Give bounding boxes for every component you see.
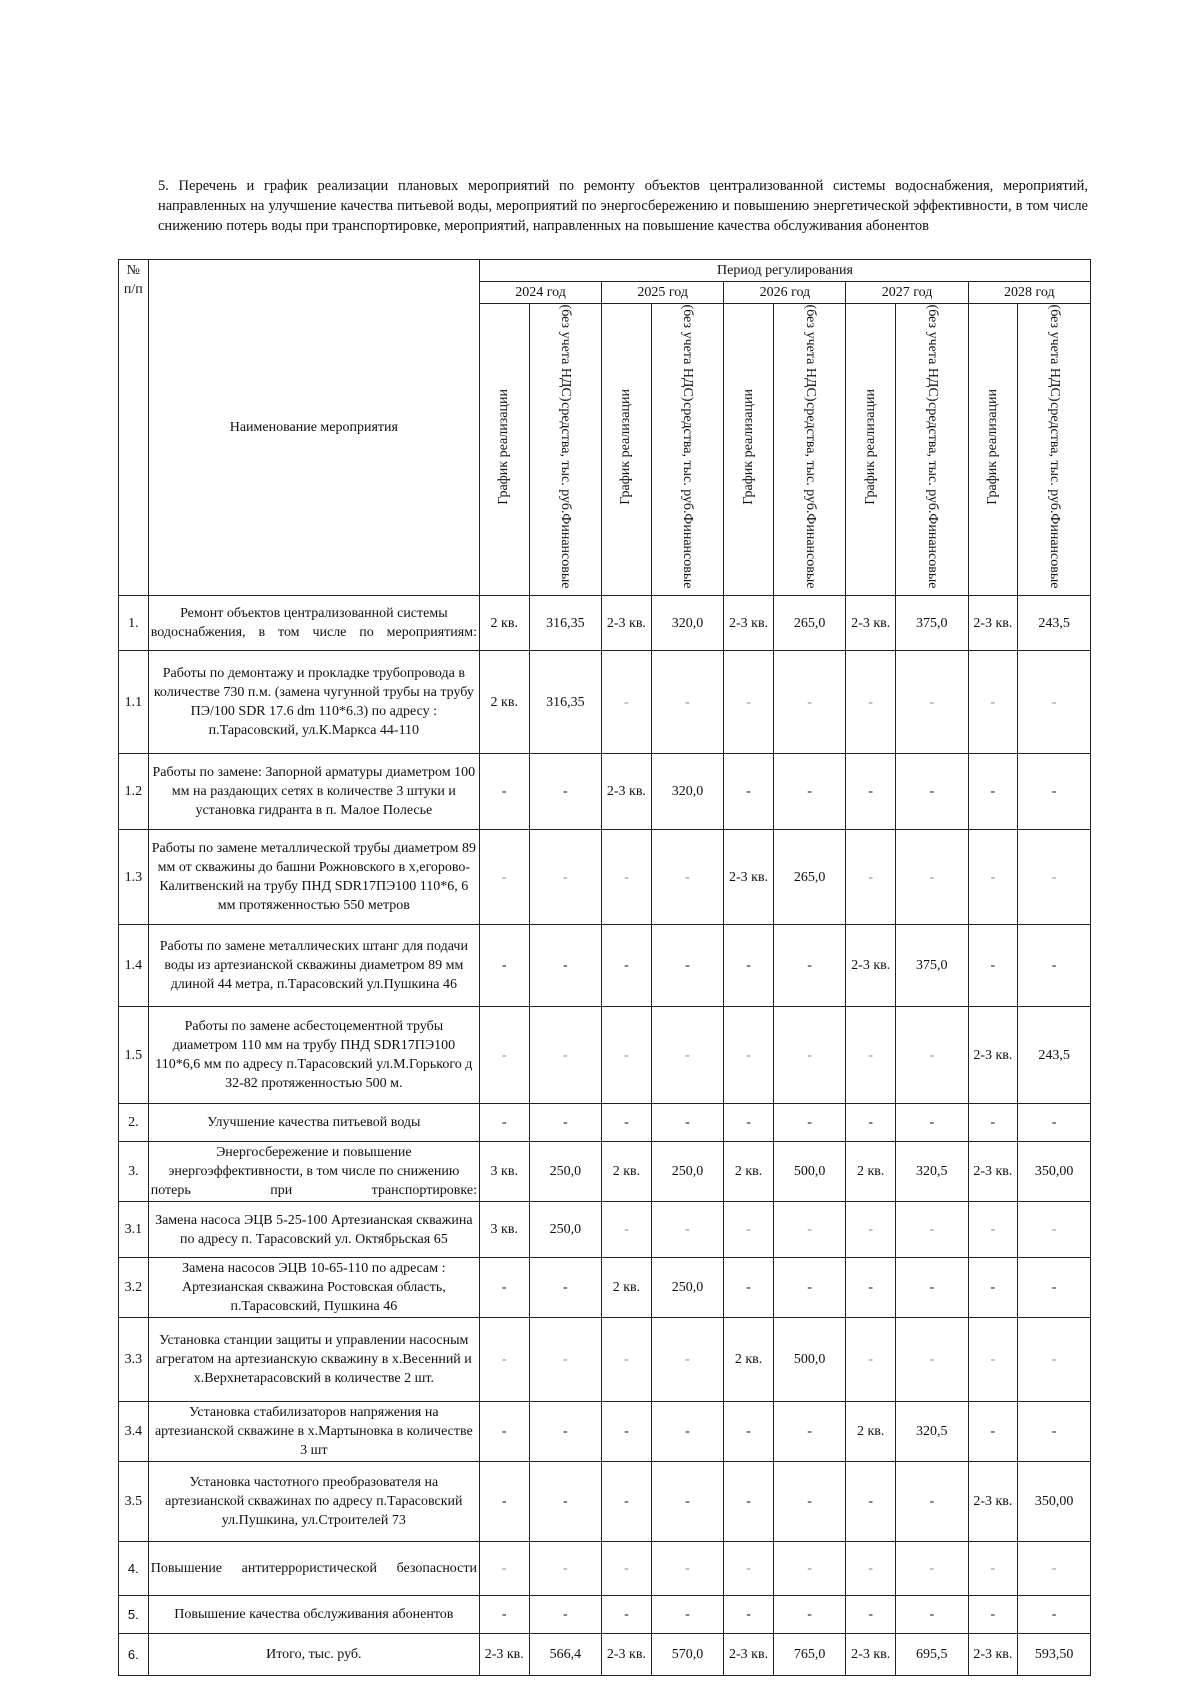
cell-schedule: 2 кв. [724, 1142, 774, 1202]
cell-finance: 375,0 [895, 596, 968, 651]
row-measure-name: Работы по демонтажу и прокладке трубопровода в количестве 730 п.м. (замена чугунной трубы на трубу ПЭ/100 SDR 17.6 dm 110*6.3) по адресу : п.Тарасовский, ул.К.Маркса 44-110 [148, 651, 479, 754]
cell-finance: - [1018, 1202, 1091, 1258]
cell-schedule: - [846, 1542, 896, 1596]
cell-schedule: - [846, 1318, 896, 1402]
cell-finance: - [895, 1542, 968, 1596]
cell-finance: 243,5 [1018, 1007, 1091, 1104]
cell-schedule: - [479, 754, 529, 830]
cell-schedule: - [724, 1104, 774, 1142]
cell-finance: - [895, 1202, 968, 1258]
cell-finance: 250,0 [529, 1202, 602, 1258]
row-number: 3.1 [119, 1202, 149, 1258]
cell-finance: - [529, 1596, 602, 1634]
cell-schedule: - [968, 754, 1018, 830]
cell-schedule: 2-3 кв. [846, 925, 896, 1007]
cell-finance: 250,0 [651, 1142, 724, 1202]
cell-finance: - [529, 830, 602, 925]
cell-finance: - [895, 1007, 968, 1104]
row-number: 6. [119, 1634, 149, 1676]
cell-schedule: - [479, 1462, 529, 1542]
cell-schedule: - [968, 1258, 1018, 1318]
table-row [119, 1104, 1091, 1142]
row-number: 3.5 [119, 1462, 149, 1542]
row-measure-name: Энергосбережение и повышение энергоэффективности, в том числе по снижению потерь при транспортировке: [148, 1142, 479, 1202]
cell-finance: - [1018, 1542, 1091, 1596]
cell-finance: - [651, 1318, 724, 1402]
cell-schedule: 2 кв. [724, 1318, 774, 1402]
cell-schedule: 2 кв. [846, 1142, 896, 1202]
subheader-schedule: График реализации [602, 304, 652, 596]
subheader-schedule: График реализации [479, 304, 529, 596]
year-header: 2028 год [968, 282, 1090, 304]
cell-schedule: 2-3 кв. [846, 1634, 896, 1676]
cell-finance: 500,0 [773, 1142, 846, 1202]
cell-finance: - [529, 1007, 602, 1104]
cell-finance: 320,5 [895, 1402, 968, 1462]
cell-schedule: - [968, 830, 1018, 925]
table-row [119, 596, 1091, 651]
cell-finance: 243,5 [1018, 596, 1091, 651]
cell-finance: - [895, 1318, 968, 1402]
row-measure-name: Работы по замене асбестоцементной трубы диаметром 110 мм на трубу ПНД SDR17ПЭ100 110*6,6 мм по адресу п.Тарасовский ул.М.Горького д 32-82 протяженностью 500 м. [148, 1007, 479, 1104]
cell-schedule: 2-3 кв. [968, 1007, 1018, 1104]
cell-finance: 320,0 [651, 596, 724, 651]
cell-finance: 350,00 [1018, 1142, 1091, 1202]
table-row [119, 754, 1091, 830]
row-measure-name: Установка частотного преобразователя на артезианской скважинах по адресу п.Тарасовский ул.Пушкина, ул.Строителей 73 [148, 1462, 479, 1542]
cell-schedule: - [479, 1318, 529, 1402]
cell-schedule: - [602, 1007, 652, 1104]
measures-table [118, 259, 1091, 1676]
col-header-name: Наименование мероприятия [148, 260, 479, 596]
cell-schedule: - [602, 1462, 652, 1542]
cell-schedule: 2-3 кв. [968, 596, 1018, 651]
table-row [119, 1007, 1091, 1104]
cell-schedule: - [724, 925, 774, 1007]
cell-finance: 570,0 [651, 1634, 724, 1676]
year-header: 2024 год [479, 282, 601, 304]
row-measure-name: Работы по замене: Запорной арматуры диаметром 100 мм на раздающих сетях в количестве 3 штуки и установка гидранта в п. Малое Полесье [148, 754, 479, 830]
cell-finance: 320,5 [895, 1142, 968, 1202]
cell-schedule: 2-3 кв. [602, 754, 652, 830]
cell-schedule: - [968, 1402, 1018, 1462]
cell-schedule: 2-3 кв. [602, 1634, 652, 1676]
cell-finance: - [1018, 925, 1091, 1007]
subheader-finance: Финансовые средства, тыс. руб. (без учета НДС) [773, 304, 846, 596]
cell-schedule: 2-3 кв. [968, 1634, 1018, 1676]
cell-finance: - [895, 651, 968, 754]
cell-schedule: - [602, 1104, 652, 1142]
cell-schedule: - [602, 1596, 652, 1634]
row-number: 1.2 [119, 754, 149, 830]
table-row [119, 1462, 1091, 1542]
row-measure-name: Замена насосов ЭЦВ 10-65-110 по адресам : Артезианская скважина Ростовская область, п.Тарасовский, Пушкина 46 [148, 1258, 479, 1318]
cell-schedule: - [724, 1007, 774, 1104]
row-number: 3.3 [119, 1318, 149, 1402]
cell-finance: - [651, 1007, 724, 1104]
cell-finance: - [895, 754, 968, 830]
cell-finance: - [651, 1462, 724, 1542]
cell-finance: - [529, 1258, 602, 1318]
row-measure-name: Установка станции защиты и управлении насосным агрегатом на артезианскую скважину в х.Весенний и х.Верхнетарасовский в количестве 2 шт. [148, 1318, 479, 1402]
cell-schedule: - [846, 1104, 896, 1142]
cell-finance: 316,35 [529, 596, 602, 651]
cell-schedule: 2 кв. [479, 651, 529, 754]
cell-schedule: - [479, 1596, 529, 1634]
table-row [119, 1596, 1091, 1634]
cell-schedule: - [968, 651, 1018, 754]
cell-finance: - [1018, 830, 1091, 925]
cell-schedule: - [602, 1402, 652, 1462]
cell-schedule: - [724, 1402, 774, 1462]
subheader-schedule: График реализации [724, 304, 774, 596]
row-number: 3.4 [119, 1402, 149, 1462]
cell-finance: - [651, 651, 724, 754]
cell-finance: 695,5 [895, 1634, 968, 1676]
cell-finance: - [529, 1402, 602, 1462]
cell-finance: - [529, 1318, 602, 1402]
cell-finance: - [1018, 1402, 1091, 1462]
cell-schedule: 2-3 кв. [846, 596, 896, 651]
cell-finance: - [651, 830, 724, 925]
cell-finance: - [773, 1542, 846, 1596]
cell-schedule: 2-3 кв. [602, 596, 652, 651]
cell-finance: - [773, 925, 846, 1007]
cell-finance: 765,0 [773, 1634, 846, 1676]
table-row [119, 1142, 1091, 1202]
cell-schedule: - [602, 1202, 652, 1258]
cell-schedule: - [968, 1596, 1018, 1634]
cell-schedule: - [479, 830, 529, 925]
cell-schedule: - [968, 1104, 1018, 1142]
cell-finance: 375,0 [895, 925, 968, 1007]
year-header: 2026 год [724, 282, 846, 304]
cell-schedule: 2 кв. [602, 1142, 652, 1202]
cell-finance: - [895, 1104, 968, 1142]
cell-finance: 593,50 [1018, 1634, 1091, 1676]
cell-schedule: - [968, 1542, 1018, 1596]
cell-schedule: 2-3 кв. [724, 596, 774, 651]
cell-finance: - [529, 1104, 602, 1142]
cell-schedule: - [479, 1258, 529, 1318]
cell-schedule: - [846, 1258, 896, 1318]
cell-finance: - [1018, 1104, 1091, 1142]
row-measure-name: Работы по замене металлических штанг для подачи воды из артезианской скважины диаметром 89 мм длиной 44 метра, п.Тарасовский ул.Пушкина 46 [148, 925, 479, 1007]
cell-schedule: - [602, 925, 652, 1007]
cell-finance: - [895, 830, 968, 925]
cell-finance: - [651, 1596, 724, 1634]
cell-finance: 265,0 [773, 830, 846, 925]
row-number: 1.3 [119, 830, 149, 925]
year-header: 2025 год [602, 282, 724, 304]
row-number: 1.4 [119, 925, 149, 1007]
cell-schedule: 3 кв. [479, 1142, 529, 1202]
cell-schedule: - [479, 1402, 529, 1462]
cell-finance: - [895, 1258, 968, 1318]
cell-schedule: - [968, 925, 1018, 1007]
row-number: 3.2 [119, 1258, 149, 1318]
cell-finance: - [773, 1258, 846, 1318]
cell-finance: 316,35 [529, 651, 602, 754]
col-header-num: № п/п [119, 260, 149, 596]
cell-schedule: - [724, 1596, 774, 1634]
cell-finance: - [773, 1462, 846, 1542]
cell-schedule: - [602, 1318, 652, 1402]
cell-finance: - [651, 925, 724, 1007]
cell-schedule: - [602, 830, 652, 925]
year-header: 2027 год [846, 282, 968, 304]
row-number: 1. [119, 596, 149, 651]
cell-finance: - [773, 754, 846, 830]
cell-schedule: - [724, 1202, 774, 1258]
cell-finance: - [773, 1402, 846, 1462]
table-row [119, 1202, 1091, 1258]
cell-finance: 265,0 [773, 596, 846, 651]
cell-schedule: - [479, 1104, 529, 1142]
cell-schedule: - [724, 754, 774, 830]
cell-schedule: - [846, 754, 896, 830]
cell-finance: 320,0 [651, 754, 724, 830]
cell-schedule: - [724, 651, 774, 754]
table-row [119, 1542, 1091, 1596]
subheader-finance: Финансовые средства, тыс. руб. (без учета НДС) [895, 304, 968, 596]
row-measure-name: Замена насоса ЭЦВ 5-25-100 Артезианская скважина по адресу п. Тарасовский ул. Октябрьская 65 [148, 1202, 479, 1258]
table-row [119, 925, 1091, 1007]
cell-schedule: - [968, 1318, 1018, 1402]
row-measure-name: Повышение антитеррористической безопасности [148, 1542, 479, 1596]
row-measure-name: Установка стабилизаторов напряжения на артезианской скважине в х.Мартыновка в количестве 3 шт [148, 1402, 479, 1462]
cell-schedule: 2-3 кв. [968, 1462, 1018, 1542]
cell-schedule: 2-3 кв. [724, 1634, 774, 1676]
cell-finance: 350,00 [1018, 1462, 1091, 1542]
cell-schedule: - [846, 1007, 896, 1104]
cell-schedule: - [968, 1202, 1018, 1258]
subheader-finance: Финансовые средства, тыс. руб. (без учета НДС) [529, 304, 602, 596]
cell-finance: - [773, 1596, 846, 1634]
table-row [119, 1634, 1091, 1676]
cell-schedule: - [846, 1596, 896, 1634]
row-measure-name: Повышение качества обслуживания абонентов [148, 1596, 479, 1634]
cell-finance: - [651, 1202, 724, 1258]
cell-finance: - [529, 1462, 602, 1542]
cell-schedule: - [724, 1462, 774, 1542]
subheader-finance: Финансовые средства, тыс. руб. (без учета НДС) [651, 304, 724, 596]
cell-finance: - [1018, 651, 1091, 754]
cell-schedule: 2 кв. [846, 1402, 896, 1462]
period-header: Период регулирования [479, 260, 1090, 282]
cell-schedule: - [602, 1542, 652, 1596]
cell-schedule: 2-3 кв. [724, 830, 774, 925]
cell-finance: - [773, 651, 846, 754]
cell-schedule: - [479, 1007, 529, 1104]
table-row [119, 1258, 1091, 1318]
cell-schedule: - [846, 1202, 896, 1258]
cell-finance: - [895, 1596, 968, 1634]
row-measure-name: Ремонт объектов централизованной системы водоснабжения, в том числе по мероприятиям: [148, 596, 479, 651]
cell-schedule: 2-3 кв. [479, 1634, 529, 1676]
cell-finance: 250,0 [651, 1258, 724, 1318]
cell-finance: - [651, 1104, 724, 1142]
cell-finance: - [1018, 1596, 1091, 1634]
cell-finance: - [529, 925, 602, 1007]
cell-finance: - [773, 1007, 846, 1104]
cell-schedule: 2 кв. [479, 596, 529, 651]
cell-finance: - [651, 1402, 724, 1462]
cell-finance: 500,0 [773, 1318, 846, 1402]
cell-finance: - [1018, 1258, 1091, 1318]
row-measure-name: Работы по замене металлической трубы диаметром 89 мм от скважины до башни Рожновского в х,егорово-Калитвенский на трубу ПНД SDR17ПЭ100 110*6, 6 мм протяженностью 550 метров [148, 830, 479, 925]
subheader-schedule: График реализации [968, 304, 1018, 596]
cell-schedule: - [846, 651, 896, 754]
cell-schedule: - [724, 1258, 774, 1318]
cell-schedule: - [479, 1542, 529, 1596]
cell-finance: - [529, 1542, 602, 1596]
subheader-schedule: График реализации [846, 304, 896, 596]
document-heading: 5. Перечень и график реализации плановых мероприятий по ремонту объектов централизованной системы водоснабжения, мероприятий, направленных на улучшение качества питьевой воды, мероприятий по энергосбережению и повышению энергетической эффективности, в том числе снижению потерь воды при транспортировке, мероприятий, направленных на повышение качества обслуживания абонентов [158, 178, 1088, 234]
cell-finance: - [773, 1202, 846, 1258]
cell-finance: - [529, 754, 602, 830]
cell-finance: - [1018, 1318, 1091, 1402]
row-measure-name: Улучшение качества питьевой воды [148, 1104, 479, 1142]
row-number: 1.5 [119, 1007, 149, 1104]
row-measure-name: Итого, тыс. руб. [148, 1634, 479, 1676]
row-number: 4. [119, 1542, 149, 1596]
table-row [119, 830, 1091, 925]
table-row [119, 1318, 1091, 1402]
table-row [119, 651, 1091, 754]
row-number: 1.1 [119, 651, 149, 754]
row-number: 5. [119, 1596, 149, 1634]
cell-finance: - [773, 1104, 846, 1142]
row-number: 3. [119, 1142, 149, 1202]
cell-schedule: - [846, 1462, 896, 1542]
subheader-finance: Финансовые средства, тыс. руб. (без учета НДС) [1018, 304, 1091, 596]
cell-schedule: - [602, 651, 652, 754]
row-number: 2. [119, 1104, 149, 1142]
cell-schedule: 2-3 кв. [968, 1142, 1018, 1202]
table-row [119, 1402, 1091, 1462]
cell-finance: - [895, 1462, 968, 1542]
cell-finance: - [1018, 754, 1091, 830]
cell-finance: - [651, 1542, 724, 1596]
cell-schedule: - [846, 830, 896, 925]
cell-schedule: 3 кв. [479, 1202, 529, 1258]
cell-finance: 566,4 [529, 1634, 602, 1676]
cell-schedule: 2 кв. [602, 1258, 652, 1318]
cell-schedule: - [479, 925, 529, 1007]
cell-finance: 250,0 [529, 1142, 602, 1202]
cell-schedule: - [724, 1542, 774, 1596]
